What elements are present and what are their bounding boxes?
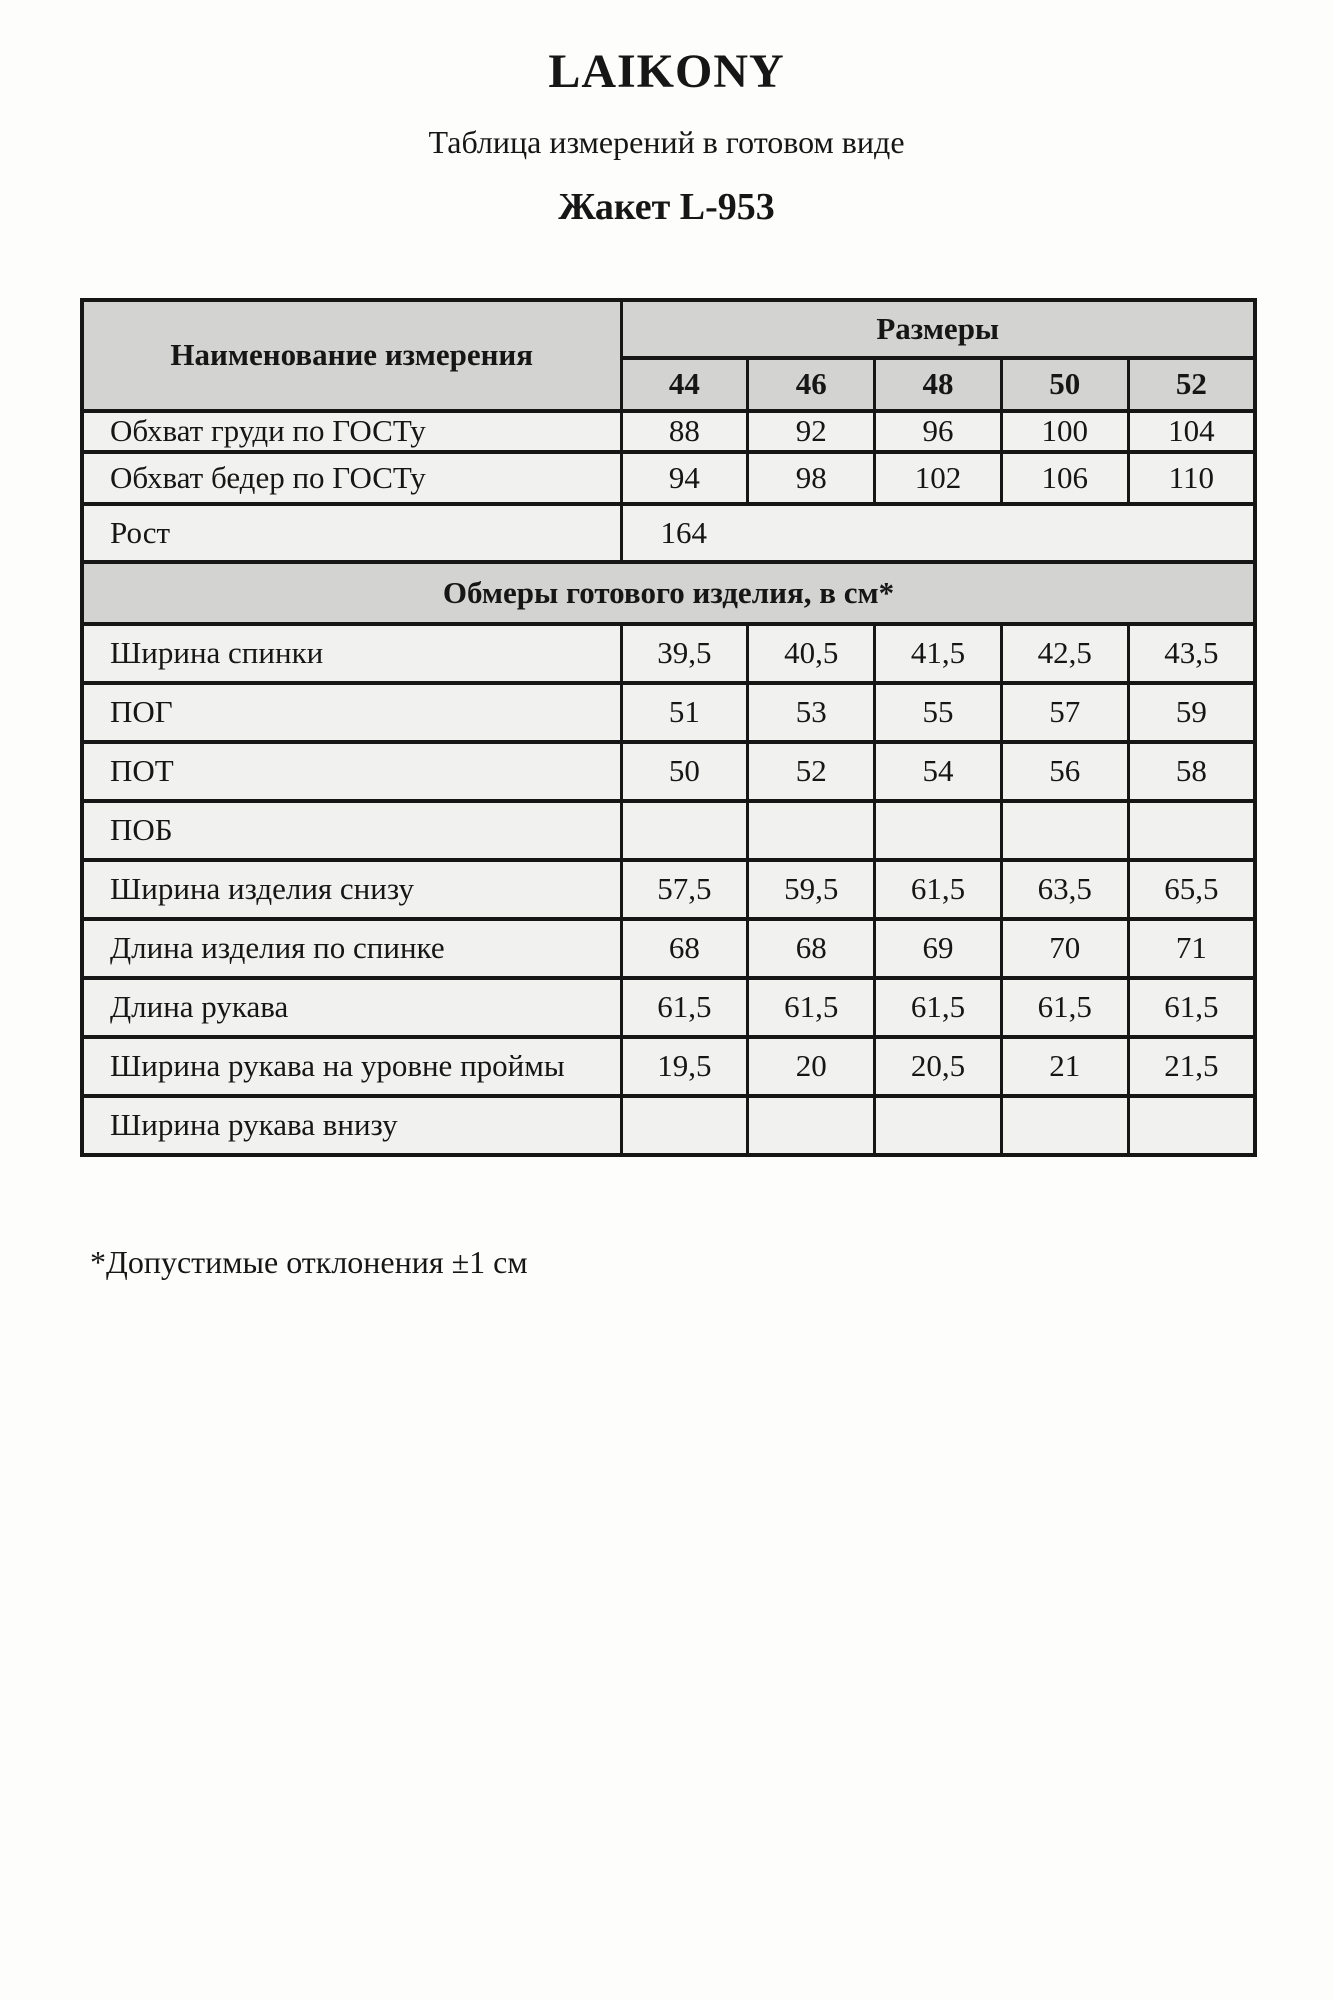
cell-value: 54 [875, 742, 1002, 801]
size-header-46: 46 [748, 358, 875, 411]
header-row-group [82, 300, 1255, 358]
cell-value-empty [621, 1096, 748, 1155]
table-row-pot [82, 742, 1255, 801]
cell-value: 56 [1001, 742, 1128, 801]
brand-title: LAIKONY [548, 45, 785, 98]
cell-value: 59,5 [748, 860, 875, 919]
cell-value-empty [1001, 801, 1128, 860]
tolerance-footnote: *Допустимые отклонения ±1 см [90, 1244, 528, 1280]
cell-value: 92 [748, 411, 875, 452]
cell-value: 20,5 [875, 1037, 1002, 1096]
cell-value-empty [621, 801, 748, 860]
measurement-name-header: Наименование измерения [82, 300, 621, 411]
cell-value: 61,5 [875, 860, 1002, 919]
cell-value-empty [1001, 1096, 1128, 1155]
cell-value: 102 [875, 452, 1002, 504]
cell-value: 58 [1128, 742, 1255, 801]
row-label: Длина рукава [82, 978, 621, 1037]
cell-value: 21 [1001, 1037, 1128, 1096]
table-row-back-width [82, 624, 1255, 683]
size-header-44: 44 [621, 358, 748, 411]
cell-value: 61,5 [875, 978, 1002, 1037]
cell-value: 51 [621, 683, 748, 742]
section-header: Обмеры готового изделия, в см* [82, 562, 1255, 624]
table-row-height [82, 504, 1255, 562]
cell-value: 20 [748, 1037, 875, 1096]
row-label: Обхват груди по ГОСТу [82, 411, 621, 452]
cell-value: 59 [1128, 683, 1255, 742]
cell-value: 61,5 [621, 978, 748, 1037]
cell-value: 61,5 [1001, 978, 1128, 1037]
row-label: Ширина рукава внизу [82, 1096, 621, 1155]
cell-value: 19,5 [621, 1037, 748, 1096]
cell-value: 96 [875, 411, 1002, 452]
cell-value: 68 [621, 919, 748, 978]
cell-value: 106 [1001, 452, 1128, 504]
model-title: Жакет L-953 [558, 186, 775, 228]
table-subtitle: Таблица измерений в готовом виде [428, 124, 905, 160]
cell-value: 57 [1001, 683, 1128, 742]
cell-value-empty [748, 801, 875, 860]
size-header-48: 48 [875, 358, 1002, 411]
table-row-back-length [82, 919, 1255, 978]
table-row-sleeve-length [82, 978, 1255, 1037]
table-row-pog [82, 683, 1255, 742]
cell-value: 100 [1001, 411, 1128, 452]
table-row-sleeve-width-armhole [82, 1037, 1255, 1096]
cell-value: 98 [748, 452, 875, 504]
table-row-hips [82, 452, 1255, 504]
cell-value-empty [875, 1096, 1002, 1155]
row-label: Ширина спинки [82, 624, 621, 683]
cell-value: 68 [748, 919, 875, 978]
size-header-50: 50 [1001, 358, 1128, 411]
sizes-group-header: Размеры [621, 300, 1255, 358]
table-row-sleeve-width-bottom [82, 1096, 1255, 1155]
cell-value: 63,5 [1001, 860, 1128, 919]
cell-value: 55 [875, 683, 1002, 742]
table-row-chest [82, 411, 1255, 452]
cell-value: 61,5 [748, 978, 875, 1037]
row-label: ПОТ [82, 742, 621, 801]
cell-value: 94 [621, 452, 748, 504]
row-label: ПОГ [82, 683, 621, 742]
section-header-row [82, 562, 1255, 624]
cell-value-empty [875, 801, 1002, 860]
cell-value: 21,5 [1128, 1037, 1255, 1096]
row-label: Обхват бедер по ГОСТу [82, 452, 621, 504]
cell-value: 65,5 [1128, 860, 1255, 919]
cell-value: 104 [1128, 411, 1255, 452]
cell-value-empty [1128, 801, 1255, 860]
table-row-bottom-width [82, 860, 1255, 919]
cell-value: 42,5 [1001, 624, 1128, 683]
cell-value: 41,5 [875, 624, 1002, 683]
row-label: Длина изделия по спинке [82, 919, 621, 978]
cell-value: 61,5 [1128, 978, 1255, 1037]
cell-value: 43,5 [1128, 624, 1255, 683]
measurement-table [80, 298, 1257, 1157]
cell-value: 39,5 [621, 624, 748, 683]
cell-value: 69 [875, 919, 1002, 978]
table-row-pob [82, 801, 1255, 860]
cell-value: 40,5 [748, 624, 875, 683]
cell-value: 71 [1128, 919, 1255, 978]
cell-value: 57,5 [621, 860, 748, 919]
cell-value: 53 [748, 683, 875, 742]
cell-value: 50 [621, 742, 748, 801]
cell-value-empty [1128, 1096, 1255, 1155]
row-label: Ширина изделия снизу [82, 860, 621, 919]
row-label: Рост [82, 504, 621, 562]
cell-value: 110 [1128, 452, 1255, 504]
cell-value-merged: 164 [621, 504, 1255, 562]
row-label: Ширина рукава на уровне проймы [82, 1037, 621, 1096]
cell-value: 52 [748, 742, 875, 801]
cell-value: 88 [621, 411, 748, 452]
row-label: ПОБ [82, 801, 621, 860]
cell-value: 70 [1001, 919, 1128, 978]
size-header-52: 52 [1128, 358, 1255, 411]
cell-value-empty [748, 1096, 875, 1155]
